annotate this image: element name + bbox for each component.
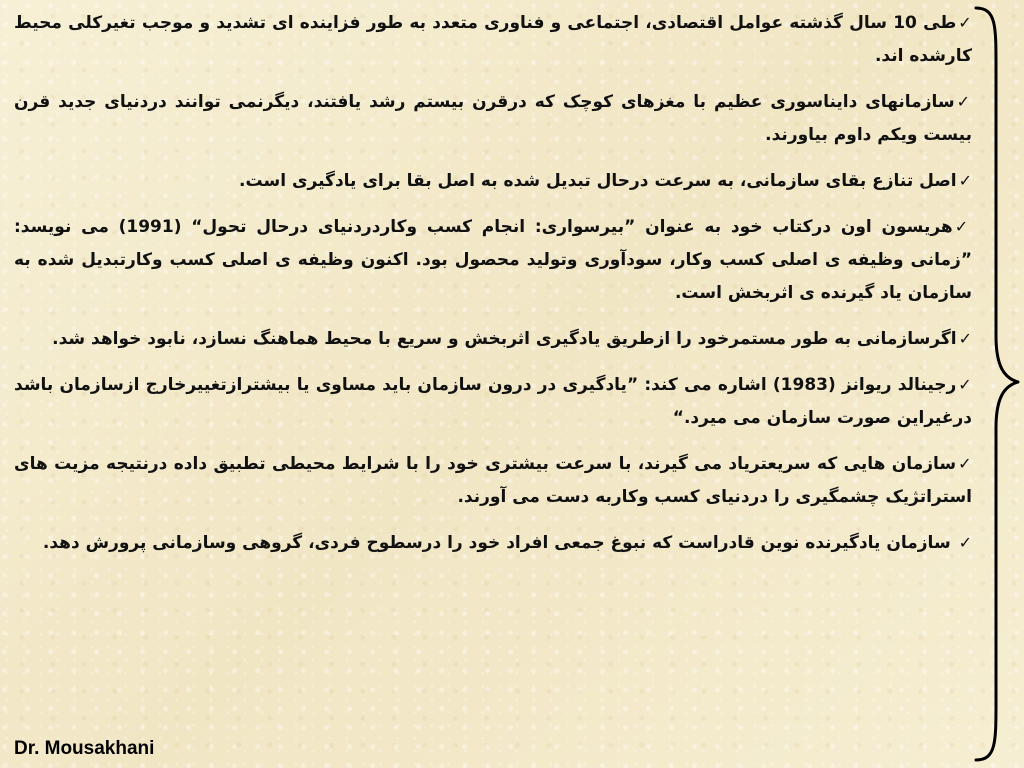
bullet-paragraph-3 xyxy=(14,164,972,198)
bullet-text-2: سازمانهای دایناسوری عظیم با مغزهای کوچک که درقرن بیستم رشد یافتند، دیگرنمی توانند دردنیای جدید قرن بیست ویکم داوم بیاورند. xyxy=(14,92,972,145)
bullet-paragraph-5 xyxy=(14,322,972,356)
check-mark-icon: ✓ xyxy=(958,171,972,190)
bullet-paragraph-8 xyxy=(14,526,972,560)
check-mark-icon: ✓ xyxy=(956,92,973,111)
bullet-paragraph-4 xyxy=(14,210,972,310)
slide-content xyxy=(14,6,972,572)
check-mark-icon: ✓ xyxy=(954,217,972,236)
check-mark-icon: ✓ xyxy=(958,375,972,394)
check-mark-icon: ✓ xyxy=(958,329,972,348)
bullet-text-1: طی 10 سال گذشته عوامل اقتصادی، اجتماعی و فناوری متعدد به طور فزاینده ای تشدید و موجب تغیرکلی محیط کارشده اند. xyxy=(14,13,972,66)
author-footer: Dr. Mousakhani xyxy=(14,738,155,759)
bullet-text-7: سازمان هایی که سریعتریاد می گیرند، با سرعت بیشتری خود را با شرایط محیطی تطبیق داده درنتیجه مزیت های استراتژیک چشمگیری را دردنیای کسب وکاربه دست می آورند. xyxy=(14,454,972,507)
check-mark-icon: ✓ xyxy=(958,533,972,552)
check-mark-icon: ✓ xyxy=(958,13,972,32)
bullet-text-4: هریسون اون درکتاب خود به عنوان ”بیرسواری: انجام کسب وکاردردنیای درحال تحول“ (1991) می نویسد: ”زمانی وظیفه ی اصلی کسب وکار، سودآوری وتولید محصول بود. اکنون وظیفه ی اصلی کسب وکارتبدیل شده به سازمان یاد گیرنده ی اثربخش است. xyxy=(14,217,972,303)
bullet-text-5: اگرسازمانی به طور مستمرخود را ازطریق یادگیری اثربخش و سریع با محیط هماهنگ نسازد، نابود خواهد شد. xyxy=(52,329,957,349)
bullet-paragraph-1 xyxy=(14,6,972,73)
curly-brace-icon xyxy=(974,6,1020,762)
check-mark-icon: ✓ xyxy=(958,454,972,473)
bullet-text-6: رجینالد ریوانز (1983) اشاره می کند: ”یادگیری در درون سازمان باید مساوی یا بیشترازتغییرخارج ازسازمان باشد درغیراین صورت سازمان می میرد.“ xyxy=(14,375,972,428)
bullet-paragraph-6 xyxy=(14,368,972,435)
bullet-text-8: سازمان یادگیرنده نوین قادراست که نبوغ جمعی افراد خود را درسطوح فردی، گروهی وسازمانی پرورش دهد. xyxy=(42,533,957,553)
bullet-text-3: اصل تنازع بقای سازمانی، به سرعت درحال تبدیل شده به اصل بقا برای یادگیری است. xyxy=(239,171,957,191)
bullet-paragraph-7 xyxy=(14,447,972,514)
bullet-paragraph-2 xyxy=(14,85,972,152)
